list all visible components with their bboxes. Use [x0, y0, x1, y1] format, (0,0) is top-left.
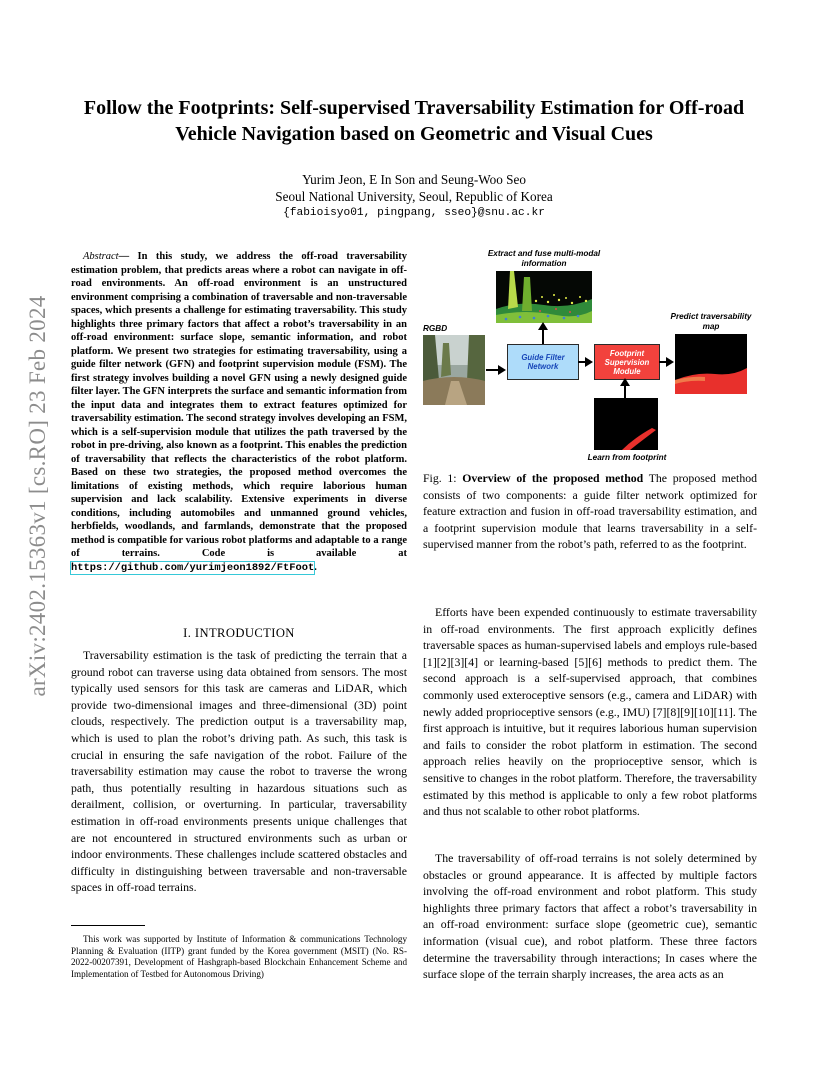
code-link[interactable]: https://github.com/yurimjeon1892/FtFoot	[71, 561, 315, 574]
abstract	[71, 250, 407, 575]
arrow-fsm-to-output	[659, 361, 672, 363]
guide-filter-network-box: Guide Filter Network	[507, 344, 579, 380]
author-affiliation: Seoul National University, Seoul, Republic of Korea	[275, 189, 553, 204]
abstract-lead: Abstract	[83, 251, 119, 262]
intro-paragraph: Traversability estimation is the task of predicting the terrain that a ground robot can traverse using data obtained from sensors. The most typically used sensors for this task are cameras and LiDAR, which provide two-dimensional images and three-dimensional (3D) point clouds, respectively. The prediction output is a traversability map, which is used to plan the robot’s driving path. As such, this task is crucial in ensuring the safe navigation of the robot. Failure of the traversability estimation may cause the robot to traverse the wrong path, thus potentially resulting in hazardous situations such as derailment, collision, or overturning. In particular, traversability estimation in off-road environments presents unique challenges that are not encountered in structured environments such as urban or indoor environments. These challenges include scattered obstacles and difficulty in distinguishing between traversable and non-traversable spaces in off-road terrains.	[71, 648, 407, 895]
arxiv-stamp-text: arXiv:2402.15363v1 [cs.RO] 23 Feb 2024	[25, 295, 50, 697]
arrow-rgbd-to-gfn	[486, 369, 504, 371]
caption-bold: Overview of the proposed method	[462, 471, 644, 485]
caption-text: The proposed method consists of two components: a guide filter network optimized for feature extraction and fusion in off-road traversability estimation, and a footprint supervision module that learns traversability in a self-supervised manner from the robot’s path, referred to as the footprint.	[423, 471, 758, 552]
author-names: Yurim Jeon, E In Son and Seung-Woo Seo	[302, 172, 526, 187]
arrow-gfn-to-fused	[542, 324, 544, 345]
fused-multimodal-image	[496, 271, 592, 323]
figure-label-extract: Extract and fuse multi-modal information	[487, 249, 601, 268]
figure-caption	[423, 470, 757, 553]
section-heading-introduction: I. INTRODUCTION	[183, 626, 295, 640]
footnote: This work was supported by Institute of Information & communications Technology Planning & Evaluation (IITP) grant funded by the Korea government (MSIT) (No. RS-2022-00207391, Development of Hashgraph-based Blockchain Enhancement Scheme and Implementation of Testbed for Autonomous Driving)	[71, 934, 407, 980]
figure-label-rgbd: RGBD	[423, 324, 448, 333]
author-block	[70, 171, 758, 222]
figure-label-learn: Learn from footprint	[587, 453, 667, 462]
predicted-traversability-map	[675, 334, 747, 394]
abstract-end: .	[314, 561, 317, 573]
abstract-body: — In this study, we address the off-road traversability estimation problem, that predicts areas where a robot can navigate in off-road environments. An off-road environment is an unstructured environment comprising a combination of traversable and non-traversable spaces, which presents a challenge for estimating traversability. This study highlights three primary factors that affect a robot’s traversability in an off-road environment: surface slope, semantic information, and robot platform. We present two strategies for estimating traversability, using a guide filter network (GFN) and footprint supervision module (FSM). The first strategy involves building a novel GFN using a newly designed guide filter layer. The GFN interprets the surface and semantic information from the input data and integrates them to extract features optimized for traversability estimation. The second strategy involves developing an FSM, which is a self-supervision module that utilizes the path traversed by the robot in pre-driving, also known as a footprint. This enables the prediction of traversability that reflects the characteristics of the robot platform. Based on these two strategies, the proposed method overcomes the limitations of existing methods, which require laborious human supervision and lack scalability. Extensive experiments in diverse conditions, including automobiles and unmanned ground vehicles, herbfields, woodlands, and farmlands, demonstrate that the proposed method is compatible for various robot platforms and adaptable to a range of terrains. Code is available at	[71, 251, 407, 559]
footprint-image	[594, 398, 658, 450]
arrow-footprint-to-fsm	[624, 380, 626, 398]
author-emails: {fabioisyo01, pingpang, sseo}@snu.ac.kr	[283, 207, 545, 219]
footprint-supervision-module-box: Footprint Supervision Module	[594, 344, 660, 380]
arxiv-stamp	[18, 286, 58, 706]
caption-prefix: Fig. 1:	[423, 471, 463, 485]
figure-1	[423, 244, 757, 466]
paper-title: Follow the Footprints: Self-supervised Traversability Estimation for Off-road Vehicle Navigation based on Geometric and Visual Cues	[83, 97, 745, 145]
right-paragraph-1: Efforts have been expended continuously to estimate traversability in off-road environments. The first approach explicitly defines traversable spaces as human-supervised labels and employs rule-based [1][2][3][4] or learning-based [5][6] methods to predict them. The second approach is a self-supervised approach, that combines commonly used exteroceptive sensors (e.g., camera and LiDAR) with newly added proprioceptive sensors (e.g., IMU) [7][8][9][10][11]. The first approach is intuitive, but it requires laborious human supervision and fails to consider the robot platform in estimation. The second approach relies heavily on the proprioceptive sensor, which is sensitive to changes in the robot platform. Therefore, the traversability estimated by this method is applicable to only a few robot platforms and thus not scalable to other robot platforms.	[423, 605, 757, 819]
right-paragraph-2: The traversability of off-road terrains is not solely determined by obstacles or ground appearance. It is affected by multiple factors involving the off-road environment and robot platform. This study highlights three primary factors that affect a robot’s traversability in an off-road environment: surface slope (geometric cue), semantic information (visual cue), and robot platform. These three factors determine the traversability through interactions; In cases where the surface slope of the terrain sharply increases, the area acts as an	[423, 851, 757, 982]
arrow-gfn-to-fsm	[578, 361, 591, 363]
footnote-rule	[71, 925, 145, 926]
figure-label-predict: Predict traversability map	[670, 312, 752, 331]
rgbd-input-image	[423, 335, 485, 405]
